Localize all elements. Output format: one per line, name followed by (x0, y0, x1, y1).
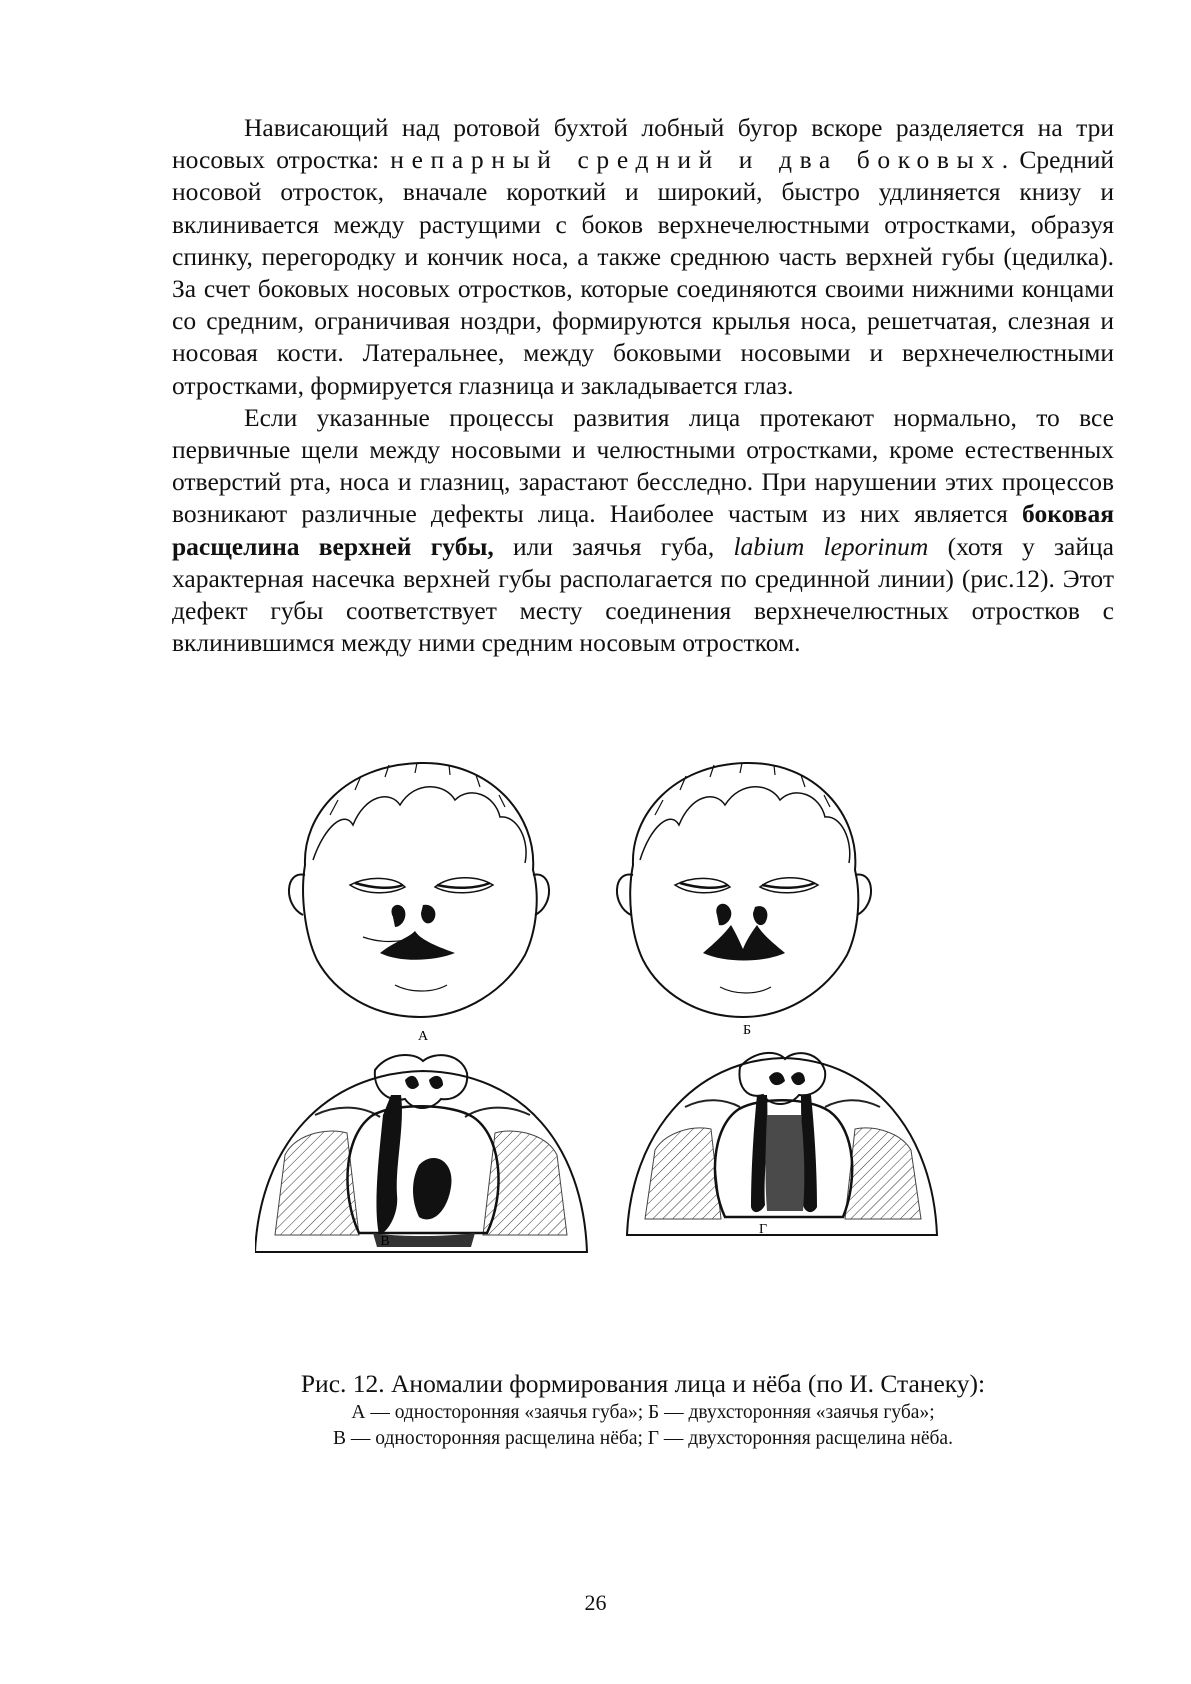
face-a-cleft (380, 905, 455, 960)
paragraph-2-bold-term: боковая расщелина верхней губы, (172, 499, 1114, 561)
paragraph-1-spaced-text: непарный средний и два боковых (390, 145, 1002, 175)
figure-caption (172, 1368, 1114, 1452)
paragraph-1 (172, 112, 1114, 402)
paragraph-2-latin-term: labium leporinum (733, 531, 929, 561)
label-a: А (417, 1029, 429, 1044)
palate-v-drawing (255, 1055, 587, 1252)
palate-g-drawing (627, 1053, 937, 1235)
paragraph-2-text-c: (хотя у зайца характерная насечка верхней губы располагается по срединной линии) (рис.12). Этот дефект губы соответствует месту соединения верхнечелюстных отростков с вклинившимся между ними средним носовым отростком. (172, 531, 1114, 658)
body-text (172, 112, 1114, 659)
figure-drawing (255, 755, 975, 1355)
label-v: В (380, 1234, 390, 1249)
caption-line-2: В — односторонняя расщелина нёба; Г — двухсторонняя расщелина нёба. (333, 1428, 953, 1449)
paragraph-1-text-b: . Средний носовой отросток, вначале короткий и широкий, быстро удлиняется книзу и вклинивается между растущими с боков верхнечелюстными отростками, образуя спинку, перегородку и кончик носа, а также среднюю часть верхней губы (цедилка). За счет боковых носовых отростков, которые соединяются своими нижними концами со средним, ограничивая ноздри, формируются крылья носа, решетчатая, слезная и носовая кости. Латеральнее, между боковыми носовыми и верхнечелюстными отростками, формируется глазница и закладывается глаз. (172, 145, 1115, 400)
caption-line-1: А — односторонняя «заячья губа»; Б — двухсторонняя «заячья губа»; (351, 1402, 935, 1423)
label-g: Г (758, 1222, 768, 1237)
figure-12 (255, 755, 975, 1355)
paragraph-1-text-a: Нависающий над ротовой бухтой лобный бугор вскоре разделяется на три носовых отростка: (172, 113, 1114, 175)
face-b-cleft (703, 904, 785, 961)
face-a-drawing (289, 763, 549, 1017)
caption-title: Рис. 12. Аномалии формирования лица и нёба (по И. Станеку): (300, 1369, 986, 1398)
paragraph-2 (172, 402, 1114, 660)
page-number: 26 (584, 1590, 607, 1615)
label-b: Б (742, 1023, 752, 1038)
paragraph-2-text-b: или заячья губа, (493, 531, 734, 561)
paragraph-2-text-a: Если указанные процессы развития лица протекают нормально, то все первичные щели между носовыми и челюстными отростками, кроме естественных отверстий рта, носа и глазниц, зарастают бесследно. При нарушении этих процессов возникают различные дефекты лица. Наиболее частым из них является (172, 402, 1114, 529)
face-b-drawing (617, 763, 871, 1017)
